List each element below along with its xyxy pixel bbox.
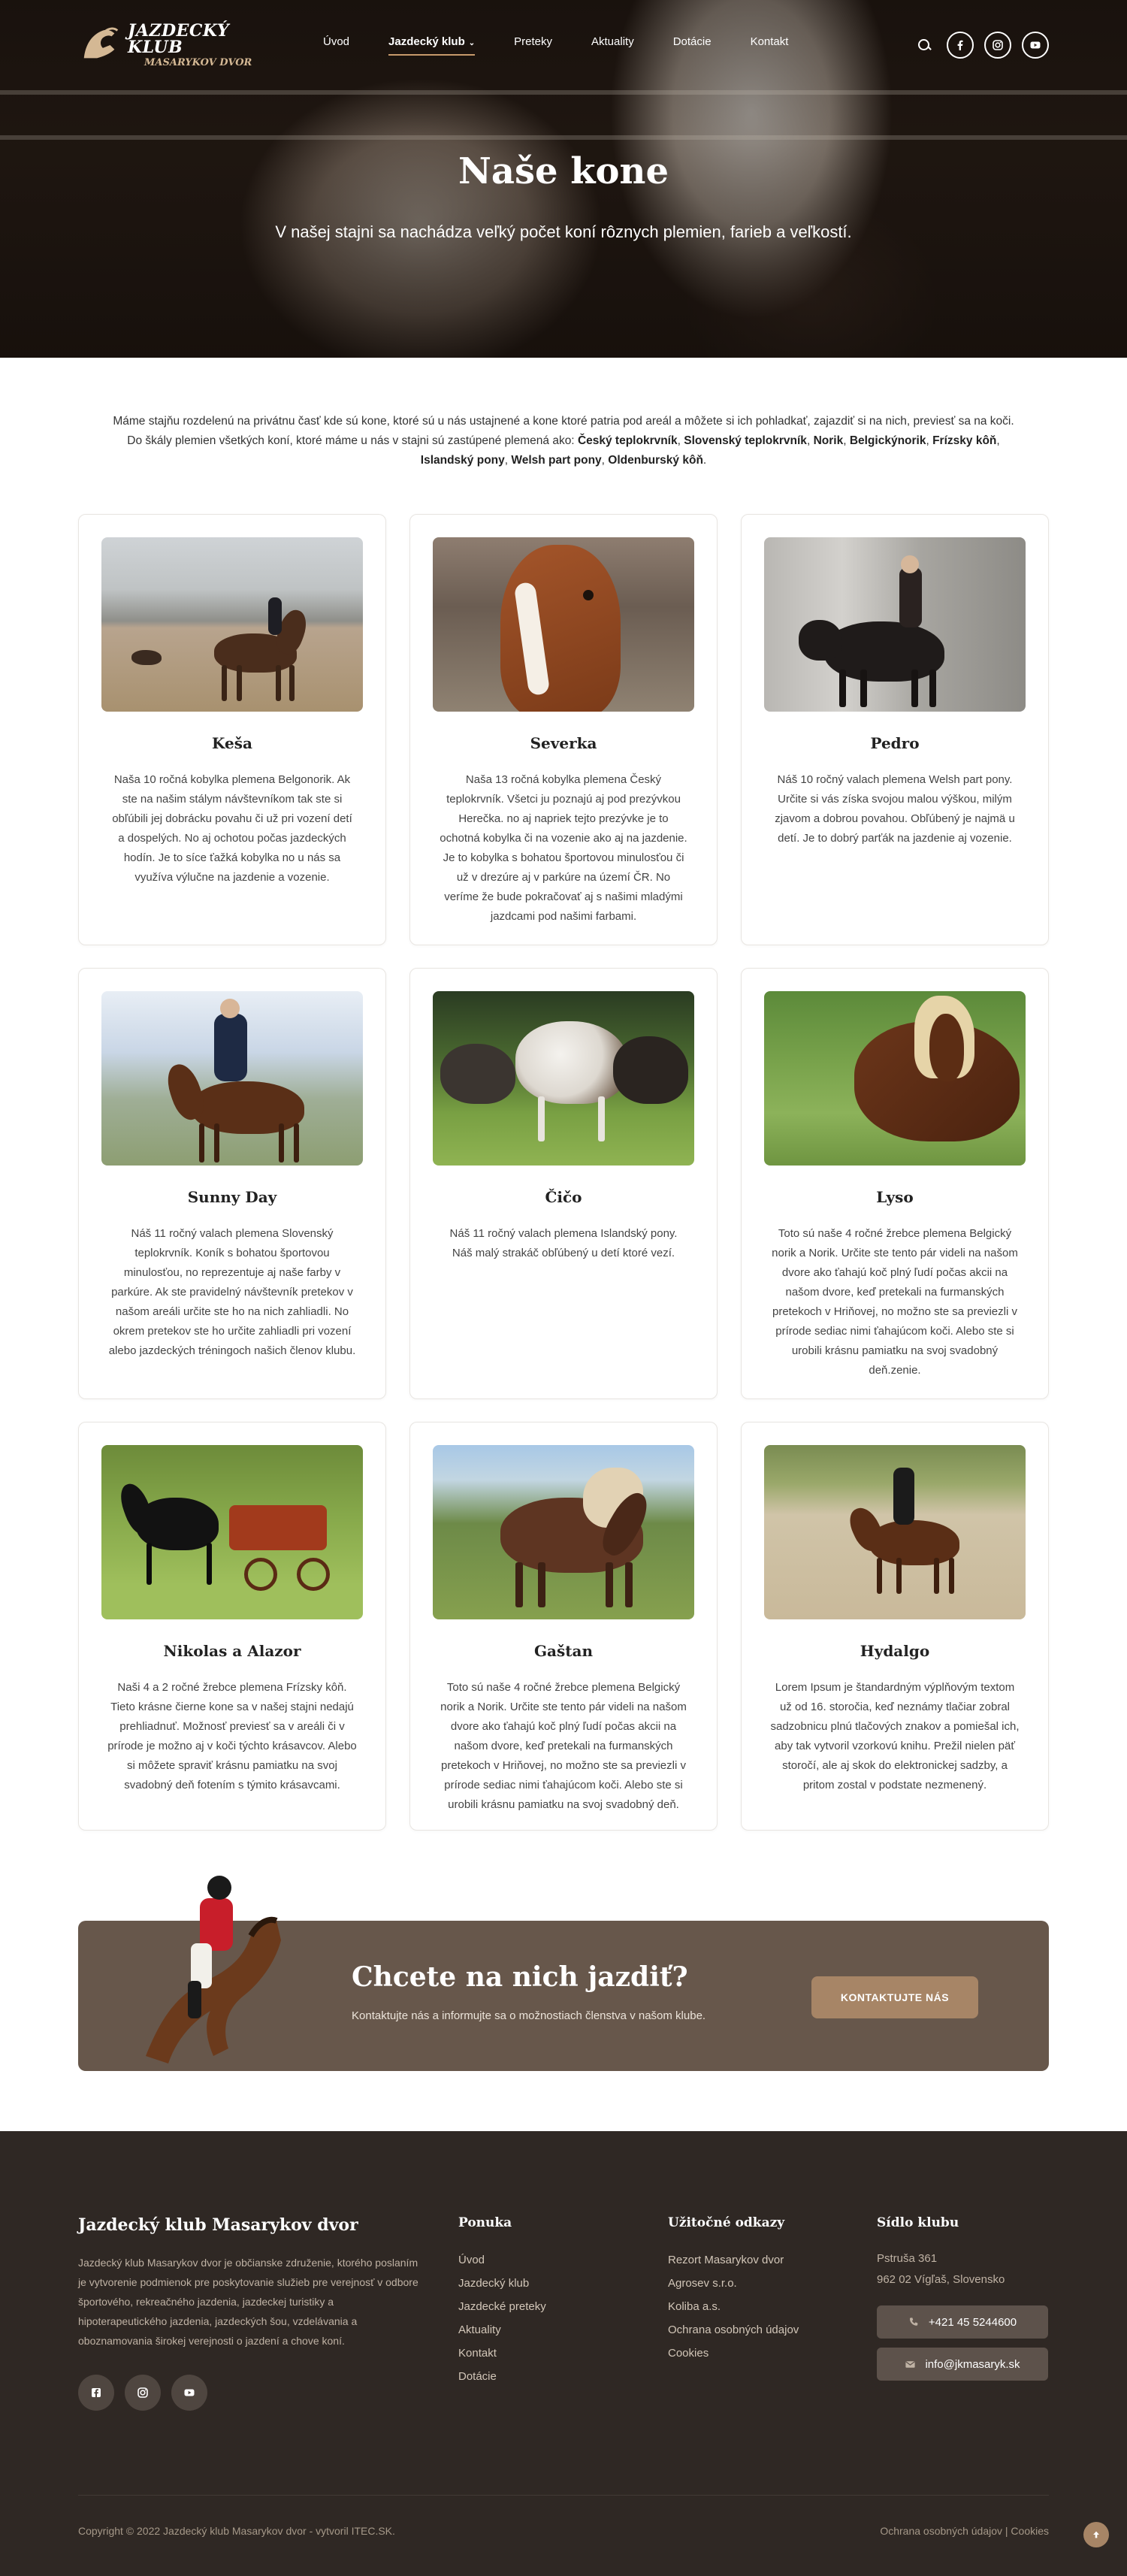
horse-cards-grid: [78, 514, 1049, 1831]
footer-link[interactable]: Ochrana osobných údajov: [668, 2324, 799, 2336]
horse-photo: [433, 537, 694, 712]
footer-divider: [78, 2495, 1049, 2496]
horse-card-sunny-day: [78, 968, 386, 1399]
cta-title: Chcete na nich jazdiť?: [352, 1961, 688, 1993]
youtube-icon[interactable]: [171, 2375, 207, 2411]
phone-icon: [908, 2317, 920, 2328]
horse-card-lyso: [741, 968, 1049, 1399]
horse-description: Náš 11 ročný valach plemena Slovenský teplokrvník. Koník s bohatou športovou minulosťou, no reprezentuje aj naše farby v parkúre. Ak ste pravidelný návštevník pretekov v našom areáli určite ste ho na nich zahliadli. No okrem pretekov ste ho určite zahliadli pri vození alebo jazdeckých tréningoch našich členov klubu.: [108, 1227, 356, 1357]
legal-links[interactable]: Ochrana osobných údajov | Cookies: [880, 2525, 1049, 2537]
nav-item-jazdecky-klub[interactable]: [388, 35, 475, 56]
nav-item-aktuality[interactable]: Aktuality: [591, 35, 634, 48]
footer-about: [78, 2215, 424, 2411]
footer-link[interactable]: Koliba a.s.: [668, 2300, 721, 2313]
footer-link[interactable]: Dotácie: [458, 2370, 497, 2383]
back-to-top-button[interactable]: [1083, 2522, 1109, 2547]
breed-name: Oldenburský kôň: [608, 454, 703, 467]
footer-title: Jazdecký klub Masarykov dvor: [78, 2215, 358, 2235]
facebook-icon[interactable]: [78, 2375, 114, 2411]
facebook-icon[interactable]: [947, 32, 974, 59]
horse-card-kesa: [78, 514, 386, 945]
copyright-text: Copyright © 2022 Jazdecký klub Masarykov dvor - vytvoril ITEC.SK.: [78, 2525, 395, 2537]
horse-name: Čičo: [545, 1188, 582, 1206]
horse-head-logo-icon: [78, 23, 122, 67]
intro-lead: Máme stajňu rozdelenú na privátnu časť kde sú kone, ktoré sú u nás ustajnené a kone ktoré patria pod areál a môžete si ich pohladkať, zajazdiť si na nich, previesť sa na koči. Do škály plemien všetkých koní, ktoré máme u nás v stajni sú zastúpené plemená ako:: [113, 415, 1014, 447]
horse-name: Sunny Day: [187, 1188, 277, 1206]
horse-description: Lorem Ipsum je štandardným výplňovým textom už od 16. storočia, keď neznámy tlačiar zobral sadzobnicu plnú tlačových znakov a pomiešal ich, aby tak vytvoril vzorkovú knihu. Prežil nielen päť storočí, ale aj skok do elektronickej sadzby, a pritom zostal v podstate nezmenený.: [770, 1681, 1020, 1791]
footer-link[interactable]: Aktuality: [458, 2324, 501, 2336]
intro-end: .: [702, 454, 707, 467]
youtube-icon[interactable]: [1022, 32, 1049, 59]
horse-name: Nikolas a Alazor: [163, 1642, 301, 1660]
footer-links-title: Užitočné odkazy: [668, 2215, 785, 2230]
horse-name: Lyso: [876, 1188, 914, 1206]
address-line: 962 02 Vígľaš, Slovensko: [877, 2273, 1005, 2286]
horse-card-nikolas-alazor: [78, 1422, 386, 1831]
search-icon[interactable]: [917, 38, 932, 53]
horse-name: Hydalgo: [860, 1642, 930, 1660]
nav-item-uvod[interactable]: Úvod: [323, 35, 350, 48]
page-subtitle: V našej stajni sa nachádza veľký počet koní rôznych plemien, farieb a veľkostí.: [275, 222, 852, 241]
phone-number: +421 45 5244600: [928, 2315, 1017, 2329]
horse-photo: [101, 1445, 363, 1619]
hero-fence-rail: [0, 90, 1127, 95]
footer-seat-title: Sídlo klubu: [877, 2215, 959, 2230]
horse-card-gastan: [409, 1422, 718, 1831]
nav-item-label: Jazdecký klub: [388, 35, 465, 48]
cta-banner: [78, 1921, 1049, 2071]
contact-us-button[interactable]: KONTAKTUJTE NÁS: [811, 1976, 978, 2018]
address-line: Pstruša 361: [877, 2252, 938, 2265]
footer-link[interactable]: Jazdecký klub: [458, 2277, 530, 2290]
nav-item-kontakt[interactable]: Kontakt: [750, 35, 789, 48]
horse-photo: [764, 991, 1026, 1166]
footer-useful-links: [668, 2215, 799, 2365]
email-address: info@jkmasaryk.sk: [925, 2357, 1020, 2371]
horse-card-severka: [409, 514, 718, 945]
footer-link[interactable]: Rezort Masarykov dvor: [668, 2254, 784, 2266]
email-button[interactable]: [877, 2348, 1048, 2381]
horse-description: Náš 11 ročný valach plemena Islandský pony. Náš malý strakáč obľúbený u detí ktoré vezí.: [449, 1227, 678, 1259]
nav-menu: [323, 35, 788, 56]
intro-text: Máme stajňu rozdelenú na privátnu časť kde sú kone, ktoré sú u nás ustajnené a kone ktoré patria pod areál a môžete si ich pohladkať, zajazdiť si na nich, previesť sa na koči. Do škály plemien všetkých koní, ktoré máme u nás v stajni sú zastúpené plemená ako: Český teplokrvník, Slovenský teplokrvník, Norik, Belgickýnorik, Frízsky kôň, Islandský pony, Welsh part pony, Oldenburský kôň.: [113, 415, 1014, 467]
horse-name: Severka: [530, 734, 597, 752]
main-navigation: [0, 0, 1127, 90]
footer-link[interactable]: Úvod: [458, 2254, 485, 2266]
breed-name: Norik: [813, 434, 844, 447]
horse-name: Keša: [212, 734, 252, 752]
horse-description: Náš 10 ročný valach plemena Welsh part pony. Určite si vás získa svojou malou výškou, milým zjavom a dobrou povahou. Obľúbený je najmä u detí. Je to dobrý parťák na jazdenie aj vozenie.: [775, 773, 1015, 845]
horse-photo: [764, 537, 1026, 712]
instagram-icon[interactable]: [125, 2375, 161, 2411]
horse-card-pedro: [741, 514, 1049, 945]
horse-description: Toto sú naše 4 ročné žrebce plemena Belgický norik a Norik. Určite ste tento pár videli na našom dvore ako ťahajú koč plný ľudí počas akcii na našom dvore, keď pretekali na furmanských pretekoch v Hriňovej, no možno ste sa previezli v prírode sediac nimi ťahajúcom koči. Alebo ste si urobili krásnu pamiatku na svoj svadobný deň.: [440, 1681, 687, 1811]
horse-description: Naši 4 a 2 ročné žrebce plemena Frízsky kôň. Tieto krásne čierne kone sa v našej stajni nedajú prehliadnuť. Možnosť previesť sa v areáli či v prírode je možno aj v koči týchto krásavcov. Alebo si môžete spraviť krásnu pamiatku na svoj svadobný deň fotením s týmito krásavcami.: [107, 1681, 357, 1791]
breed-name: Islandský pony: [420, 454, 505, 467]
horse-name: Pedro: [870, 734, 920, 752]
footer-link[interactable]: Jazdecké preteky: [458, 2300, 546, 2313]
nav-item-preteky[interactable]: Preteky: [514, 35, 552, 48]
instagram-icon[interactable]: [984, 32, 1011, 59]
cta-subtitle: Kontaktujte nás a informujte sa o možnostiach členstva v našom klube.: [352, 2009, 706, 2022]
site-logo[interactable]: [78, 23, 258, 68]
horse-card-cico: [409, 968, 718, 1399]
footer-about-text: Jazdecký klub Masarykov dvor je občianske združenie, ktorého poslaním je vytvorenie podmienok pre poskytovanie služieb pre verejnosť v odbore športového, rekreačného jazdenia, jazdeckej turistiky a hipoterapeutického jazdenia, jazdeckých šou, vzdelávania a oboznamovania širokej verejnosti o jazdení a chove koní.: [78, 2257, 418, 2347]
breed-name: Frízsky kôň: [932, 434, 997, 447]
horse-description: Naša 13 ročná kobylka plemena Český teplokrvník. Všetci ju poznajú aj pod prezývkou Herečka. no aj napriek tejto prezývke je to ochotná kobylka či na vozenie ako aj na jazdenie. Je to kobylka s bohatou športovou minulosťou či už v drezúre aj v parkúre na území ČR. No veríme že bude pokračovať aj s našimi mladými jazdcami pod našimi farbami.: [440, 773, 687, 923]
phone-button[interactable]: [877, 2305, 1048, 2339]
horse-photo: [764, 1445, 1026, 1619]
jumping-horse-image: [116, 1868, 296, 2071]
footer-menu: [458, 2215, 546, 2388]
hero-fence-rail: [0, 135, 1127, 140]
breed-name: Český teplokrvník: [577, 434, 678, 447]
horse-description: Toto sú naše 4 ročné žrebce plemena Belgický norik a Norik. Určite ste tento pár videli na našom dvore ako ťahajú koč plný ľudí počas akcii na našom dvore, keď pretekali na furmanských pretekoch v Hriňovej, no možno ste sa previezli v prírode sediac nimi ťahajúcom koči. Alebo ste si urobili krásnu pamiatku na svoj svadobný deň.zenie.: [772, 1227, 1018, 1377]
logo-title: JAZDECKÝ KLUB: [128, 21, 230, 57]
footer-link[interactable]: Cookies: [668, 2347, 709, 2360]
horse-photo: [433, 991, 694, 1166]
horse-photo: [101, 991, 363, 1166]
site-footer: [0, 2131, 1127, 2576]
horse-photo: [101, 537, 363, 712]
nav-item-dotacie[interactable]: Dotácie: [672, 35, 712, 48]
page-title: Naše kone: [458, 150, 669, 192]
horse-photo: [433, 1445, 694, 1619]
logo-subtitle: MASARYKOV DVOR: [144, 57, 252, 68]
breed-name: Belgickýnorik: [849, 434, 926, 447]
horse-card-hydalgo: [741, 1422, 1049, 1831]
breed-name: Slovenský teplokrvník: [684, 434, 807, 447]
horse-description: Naša 10 ročná kobylka plemena Belgonorik. Ak ste na našim stálym návštevníkom tak ste si obľúbili jej dobrácku povahu či už pri vození detí a dospelých. No aj ochotou počas jazdeckých hodín. Je to síce ťažká kobylka no u nás sa využíva výlučne na jazdenie a vozenie.: [112, 773, 352, 884]
footer-link[interactable]: Agrosev s.r.o.: [668, 2277, 737, 2290]
footer-link[interactable]: Kontakt: [458, 2347, 497, 2360]
arrow-up-icon: [1091, 2529, 1101, 2540]
breed-name: Welsh part pony: [511, 454, 602, 467]
hero-banner: [0, 0, 1127, 358]
chevron-down-icon: ⌄: [468, 38, 476, 47]
horse-name: Gaštan: [533, 1642, 594, 1660]
footer-menu-title: Ponuka: [458, 2215, 512, 2230]
envelope-icon: [905, 2359, 916, 2370]
footer-contact: [877, 2215, 1048, 2381]
